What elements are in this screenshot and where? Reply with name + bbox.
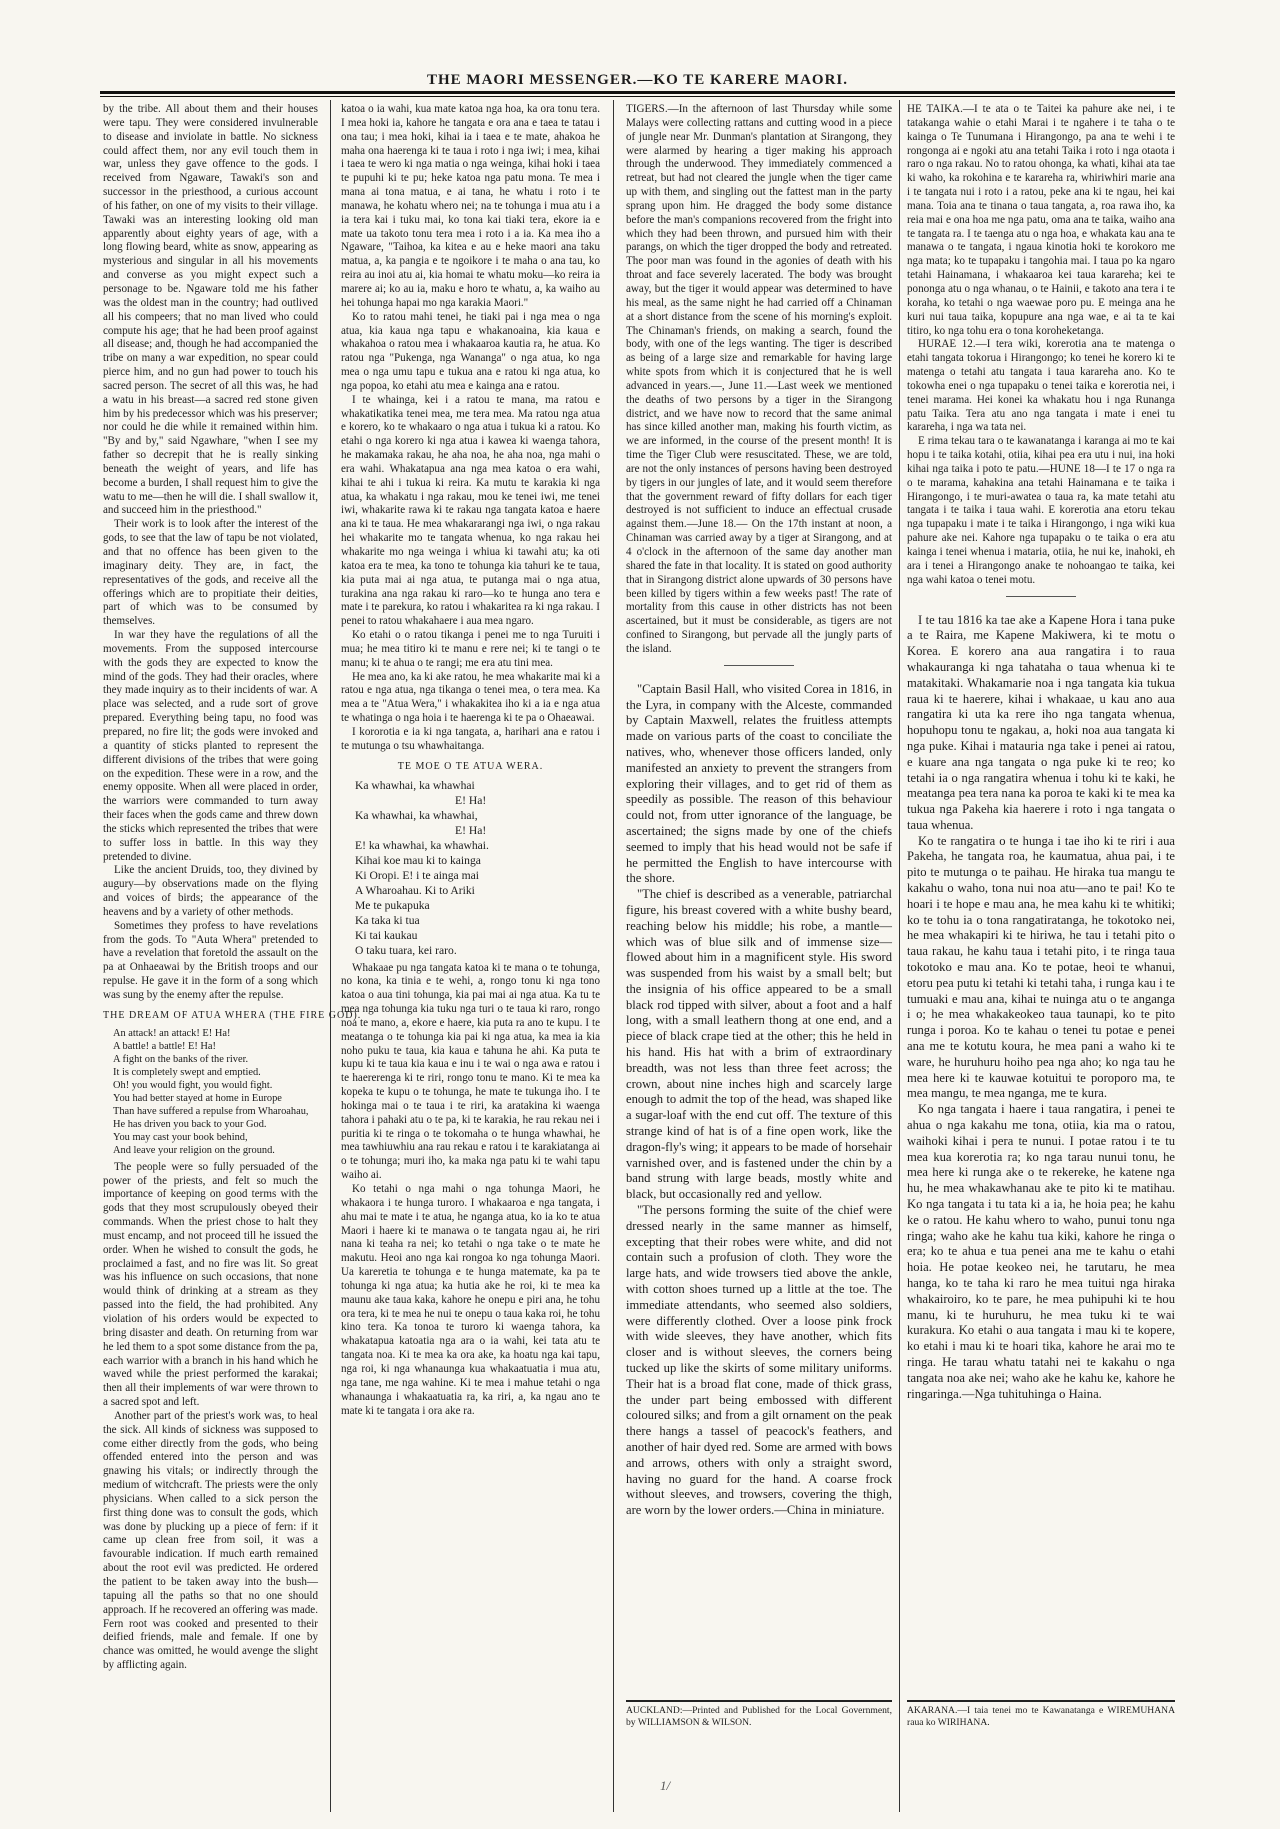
paragraph: katoa o ia wahi, kua mate katoa nga hoa, ka ora tonu tera. I mea hoki ia, kahore he tangata e ora ana e taea te tatau i ona tau; i mea hoki, kihai ia i taea e te mate, ahakoa he maha ona haerenga ki te taua i roto i nga iwi; i mea, kihai i taea te wero ki nga matia o nga weinga, kihai hoki i taea te pupuhi ki te pu; heke katoa nga patu mona. Te mea i mana ai tona matua, e ai tana, he whatu i roto i te manawa, he kohatu whero nei; na te tohunga i mua atu i a ia tera kai i tuku mai, ko tona kai tiaki tera, ekore ia e mate ua takoto tonu tera mea i roto i a ia. Ka mea iho a Ngaware, "Taihoa, ka kitea e au e heke maori ana taku matua, a, ka pangia e te ngoikore i te maha o ana tau, ko reira au inoi atu ai, kia homai te whatu moku—ko reira ia marere ai; ko au ia, maku e horo te whatu, a, ka waiho au hei tohunga hapai mo nga karakia Maori.": [341, 103, 600, 309]
poem-line: A Wharoahau. Ki to Ariki: [355, 883, 475, 897]
korea-article: [907, 613, 1175, 1403]
poem-line: You may cast your book behind,: [113, 1131, 248, 1143]
poem-line: He has driven you back to your God.: [113, 1118, 267, 1130]
imprint-maori: AKARANA.—I taia tenei mo te Kawanatanga e WIREMUHANA raua ko WIRIHANA.: [907, 1705, 1175, 1728]
paragraph: "The chief is described as a venerable, patriarchal figure, his breast covered with a white bushy beard, reaching below his middle; his robe, a mantle—which was of blue silk and of immense size—flowed about him in a magnificent style. His sword was suspended from his waist by a small belt; but the insignia of his office appeared to be a small black rod tipped with silver, about a foot and a half long, with a small leathern thong at one end, and a piece of black crape tied at the other; this he held in his hand. His hat with a brim of extraordinary breadth, was not less than three feet across; the crown, about nine inches high and scarcely large enough to admit the top of the head, was shaped like a sugar-loaf with the end cut off. The texture of this strange kind of hat is of a fine open work, like the dragon-fly's wing; it appears to be made of horsehair varnished over, and is fastened under the chin by a band strung with large beads, mostly white and black, but occasionally red and yellow.: [626, 887, 892, 1202]
poem-line: E! ka whawhai, ka whawhai.: [355, 838, 489, 852]
paragraph: Ko te rangatira o te hunga i tae iho ki te riri i aua Pakeha, he tangata roa, he kaumatua, ahua pai, i te pito te mutunga o te paihau. He hiraka tua mangu te kakahu o waho, tona nui noa atu—ano te pai! Ko te hoari i te hope e mau ana, he mea kahu ki te whitiki; ko te tohu ia o tona rangatiratanga, he tokotoko nei, he mea whakapiri ki te hiriwa, he tau i tetahi pito o taua rakau, he kahu taua i tetahi pito, i te ringa taua tokotoko e mau ana. Ko te potae, heoi te whanui, etoru pea putu ki tetahi ki tetahi taha, i runga kau i te tumuaki e mau ana, kihai te nuinga atu o te anganga i o; he mea whakakeokeo taua taunapi, ko te pito runga i poroa. Ko te kahau o tenei tu potae e penei ana me te kotutu koura, he mea pani a waho ki te ware, he huruhuru hoiho pea nga aho; ko nga tau he mea here ki te kauwae kotuitui te poroporo ma, te mea mangu, te mea nganga, me te kura.: [907, 833, 1175, 1101]
paragraph: Sometimes they profess to have revelations from the gods. To "Auta Whera" pretended to have a revelation that foretold the assault on the pa at Onhaeawai by the British troops and our repulse. He gave it in the form of a song which was sung by the enemy after the repulse.: [103, 919, 318, 1001]
paragraph: He mea ano, ka ki ake ratou, he mea whakarite mai ki a ratou e nga atua, nga tikanga o tenei mea, o tera mea. Ka mea a te "Atua Wera," i whakakitea iho ki a ia e nga atua te whatinga o nga hoia i te haerenga ki te pa o Ohaeawai.: [341, 670, 600, 725]
column-2-maori-priests: [341, 103, 600, 1813]
paragraph: Ko etahi o o ratou tikanga i penei me to nga Turuiti i mua; he mea titiro ki te manu e rere nei; ki te tangi o te manu; ki te ahua o te rangi; me era atu tini mea.: [341, 629, 600, 669]
paragraph: by the tribe. All about them and their houses were tapu. They were considered invulnerable to disease and inviolate in battle. No sickness could affect them, nor any evil touch them in war, unless they gave offence to the gods. I received from Ngaware, Tawaki's son and successor in the priesthood, a curious account of his father, on one of my visits to their village. Tawaki was an interesting looking old man apparently about eighty years of age, with a long flowing beard, white as snow, appearing as mysterious and singular in all his movements and converse as you might expect such a personage to be. Ngaware told me his father was the oldest man in the country; had outlived all his compeers; that no man lived who could compute his age; that he had been proof against all disease; and, though he had accompanied the tribe on many a war expedition, no spear could pierce him, and no gun had power to touch his sacred person. The secret of all this was, he had a watu in his breast—a sacred red stone given him by his predecessor which was his preserver; nor could he die while it remained within him. "By and by," said Ngawhare, "when I see my father so decrepit that he is really sinking beneath the weight of years, and life has become a burden, I shall request him to give the watu to me—then he will die. I shall swallow it, and succeed him in the priesthood.": [103, 103, 318, 517]
paragraph: Ko tetahi o nga mahi o nga tohunga Maori, he whakaora i te hunga turoro. I whakaaroa e nga tangata, i ahu mai te mate i te atua, he nganga atua, ko ia ko te atua Maori i haere ki te manawa o te tangata ngau ai, he riri nana ki teaha ra nei; ko tetahi o nga take o te mate he makutu. Heoi ano nga kai rongoa ko nga tohunga Maori. Ua kareretia te tohunga e te hunga matemate, ka pa te tohunga ki nga atua; ka hutia ake he roi, ki te mea ka maunu ake taua kaka, kahore he onepu e piri ana, he tohu ora tera, ki te mea he nui te onepu o taua kaka roi, he tohu kino tera. Ka tonoa te turoro ki waenga tahora, ka whakatapua katoatia nga ara o ia wahi, kei tata atu te tangata noa. Ki te mea ka ora ake, ka hoatu nga kai tapu, nga roi, ki nga whanaunga kua whakaatuatia i mua atu, nga tane, me nga wahine. Ki te mea i mahue tetahi o nga whanaunga i whakaatuatia ra, ka riri, a, ka ngau ano te mate ki te tangata i ora ake ra.: [341, 1183, 600, 1417]
section-divider: [1006, 596, 1076, 607]
poem-line: E! Ha!: [455, 793, 487, 807]
poem-line: A battle! a battle! E! Ha!: [113, 1040, 216, 1052]
column-3-english-tigers-corea: [626, 103, 892, 1688]
poem-line: O taku tuara, kei raro.: [355, 943, 457, 957]
poem-line: Ki Oropi. E! i te ainga mai: [355, 868, 479, 882]
corea-article: [626, 682, 892, 1519]
paragraph: Their work is to look after the interest of the gods, to see that the law of tapu be not violated, and that no offence has been given to the imaginary deity. They are, in fact, the representatives of the gods, and receive all the offerings which are to propitiate their deities, part of which was to be consumed by themselves.: [103, 518, 318, 628]
paragraph: "The persons forming the suite of the chief were dressed nearly in the same manner as himself, excepting that their robes were white, and did not contain such a profusion of cloth. They wore the large hats, and wide trowsers tied above the ankle, with cotton shoes turned up a little at the toe. The immediate attendants, who seemed also soldiers, were differently clothed. Over a loose pink frock with wide sleeves, they have another, which fits closer and is without sleeves, the corners being tucked up like the skirts of some military uniforms. Their hat is a broad flat cone, made of thick grass, the under part being embossed with different coloured silks; and from a gilt ornament on the peak there hangs a tassel of peacock's feathers, and another of hair dyed red. Some are armed with bows and arrows, others with only a straight sword, having no guard for the hand. A coarse frock without sleeves, and trowsers, covering the thigh, are worn by the lower orders.—China in miniature.: [626, 1203, 892, 1518]
poem-line: Kihai koe mau ki to kainga: [355, 853, 481, 867]
paragraph: HURAE 12.—I tera wiki, korerotia ana te matenga o etahi tangata tokorua i Hirangongo; ko tenei he korero ki te matenga o tetahi atu tangata i taua karareha ano. Ko te tokowha enei o nga tupapaku o tenei taika e korerotia nei, i tenei marama. Hei konei ka whakatu hou i nga Runanga patu Taika. Tera atu ano nga tangata i mate i enei tu karareha, i nga wa tata nei.: [907, 338, 1175, 434]
paragraph: I te whainga, kei i a ratou te mana, ma ratou e whakatikatika tenei mea, me tera mea. Ma ratou nga atua e korero, ko te whakaaro o nga atua i tukua ki a ratou. Ko etahi o nga korero ki nga atua i kawea ki waenga tahora, he makamaka rakau, he aha noa, he aha noa, nga mahi o era wahi. Whakatapua ana nga mea katoa o era wahi, kihai te ahi i tukua ki reira. Ka mutu te karakia ki nga atua, ka whakatu i nga rakau, mou ke tenei iwi, me tenei iwi, whakarite rawa ki te rakau nga tangata katoa e haere ana ki te taua. He mea whakararangi nga iwi, o nga rakau hei whakarite mo te tangata whenua, ko nga rakau hei whakarite mo nga weinga i whiua ki tawahi atu; ka oti katoa era te mea, ka tono te tohunga kia tahuri ke te taua, kia puta mai ai nga atua, te putanga mai o nga atua, turakina ana nga rakau ki raro—ko te hunga ano tera e mate i te parekura, ko ratou i whakaritea ra ki nga rakau. I penei to ratou whakahaere i aua mea ngaro.: [341, 393, 600, 628]
paragraph: In war they have the regulations of all the movements. From the supposed intercourse with the gods they are expected to know the mind of the gods. They had their oracles, where they made inquiry as to their incidents of war. A place was selected, and a rude sort of grove prepared. Everything being tapu, no food was prepared, no fire lit; the gods were invoked and a quantity of sticks planted to represent the different divisions of the tribes that were going on the expedition. These were in a row, and the enemy opposite. When all were placed in order, the warriors were commanded to turn away their faces when the gods came and threw down the sticks which represented the tribes that were to suffer loss in battle. In this way they pretended to divine.: [103, 629, 318, 863]
column-divider: [330, 100, 331, 1812]
poem-title: THE DREAM OF ATUA WHERA (THE FIRE GOD).: [103, 1009, 362, 1021]
poem-line: Oh! you would fight, you would fight.: [113, 1079, 273, 1091]
poem-line: Ka taka ki tua: [355, 913, 420, 927]
poem-line: Ki tai kaukau: [355, 928, 418, 942]
paragraph: The people were so fully persuaded of the power of the priests, and felt so much the importance of keeping on good terms with the gods that they most scrupulously obeyed their commands. When the priest chose to halt they must encamp, and not proceed till he issued the order. When he wished to consult the gods, he proclaimed a fast, and no fire was lit. So great was his influence on such occasions, that none would think of drinking at a stream as they passed into the field, the had prohibited. Any violation of his orders would be expected to bring disaster and death. On returning from war he led them to a spot some distance from the pa, each warrior with a branch in his hand which he waved while the priest performed the karakai; then all their implements of war were thrown to a sacred spot and left.: [103, 1160, 318, 1409]
paragraph: Whakaae pu nga tangata katoa ki te mana o te tohunga, no kona, ka tinia e te wehi, a, rongo tonu ki nga tono katoa o aua tini tohunga, kia pai mai ai nga atua. Ka tu te mea nga tohunga kia tuku nga turi o te taua ki raro, rongo noa te mano, a, ekore e haere, kia puta ra ano te kupu. I te meatanga o te tohunga kia pai ki nga atua, ka mea ia kia noho puku te taua, kia kaua e tahuna he ahi. Ka puta te kupu ki te taua kia kaua e inu i te wai o nga awa e ratou i te haererenga ki te riri, rongo tonu te mano. Ki te mea ka kopeka te kupu o te tohunga, he mate te tukunga iho. I te hokinga mai o te taua i te riri, ka aratakina ki waenga tahora i pahaki atu o te pa, ki te karakia, he rau rekau nei i puritia ki te ringa o te tokomaha o te hunga whawhai, he mea tawhiuwhiu ana rau rekau e ratou i te karakiatanga ai o te tohunga; muri iho, ka maka nga patu ki te wahi tapu waiho ai.: [341, 961, 600, 1182]
poem-line: Ka whawhai, ka whawhai,: [355, 808, 478, 822]
masthead-rule: [100, 91, 1175, 97]
poem-line: E! Ha!: [455, 823, 487, 837]
paragraph: I te tau 1816 ka tae ake a Kapene Hora i tana puke a te Raira, me Kapene Makiwera, ki te motu o Korea. E korero ana aua rangatira i to raua whakauranga ki nga tahataha o taua whenua ki te matakitaki. Whakamarie noa i nga tangata kia tukua raua ki te haerere, kihai i whakaae, u kau ano aua rangatira ki uta ka rere iho nga tangata whenua, hopuhopu tonu te ngakau, a, hoki noa aua tangata ki nga puke. Kihai i matauria nga take i penei ai ratou, e kuare ana nga tangata o nga puke ki te reo; ko tetahi ia o nga rangatira whenua i tohu ki te kaki, he meatanga pea tera nana ka poroa te kaki ki te mea ka tukua nga Pakeha kia haerere i roto i nga tangata o taua whenua.: [907, 612, 1175, 832]
poem-line: Ka whawhai, ka whawhai: [355, 778, 475, 792]
column-1-english-priests: [103, 103, 362, 1813]
poem-english: [113, 1027, 318, 1157]
paragraph: "Captain Basil Hall, who visited Corea in 1816, in the Lyra, in company with the Alceste, commanded by Captain Maxwell, relates the fruitless attempts made on various parts of the coast to conciliate the natives, who, whenever those officers landed, only manifested an anxiety to prevent the strangers from exploring their villages, and to get rid of them as speedily as possible. The reason of this behaviour could not, from utter ignorance of the language, be ascertained; the signs made by one of the chiefs seemed to imply that his head would not be safe if he permitted the English to have intercourse with the shore.: [626, 681, 892, 886]
poem-line: Than have suffered a repulse from Wharoahau,: [113, 1105, 309, 1117]
masthead: THE MAORI MESSENGER.—KO TE KARERE MAORI.: [426, 72, 849, 88]
paragraph: Ko nga tangata i haere i taua rangatira, i penei te ahua o nga kakahu me tona, otiia, kia ma o ratou, waihoki kihai i pera te nunui. I potae ratou i te tu mea kua korerotia ra; ko nga tarau nunui tonu, he mea here ki runga ake o te rekereke, he katene nga hu, he mea whakawhanau ake te pito ki te matihau. Ko nga tangata i tu tata ki a ia, he hoia pea; he kahu ke o ratou. He kahu whero to waho, punui tonu nga ringa; waho ake he kahu tua kiki, kahore he ringa o era; ko te ahua e tua penei ana me te kahu o etahi hoia. He potae keokeo nei, he tarutaru, he mea hanga, ko te taha ki raro he mea tuitui nga hiraka whakairoiro, ko te pare, he mea puhipuhi ki te hou manu, ki te huruhuru, he mea tuku ki te wai kurakura. Ko etahi o aua tangata i mau ki te kopere, ko etahi i mau ki te hoari tika, kahore he arai mo te ringa. He tarau whatu tatahi nei te kakahu o nga tangata noa ake nei; waho ake he kahu ke, kahore he ringaringa.—Nga tuhituhinga o Haina.: [907, 1102, 1175, 1401]
handwritten-mark: 1/: [660, 1778, 671, 1793]
column-divider: [613, 100, 614, 1812]
poem-title: TE MOE O TE ATUA WERA.: [397, 760, 544, 772]
imprint-english: AUCKLAND:—Printed and Published for the Local Government, by WILLIAMSON & WILSON.: [626, 1705, 892, 1728]
poem-line: Me te pukapuka: [355, 898, 430, 912]
imprint-rule: [907, 1700, 1175, 1702]
poem-line: You had better stayed at home in Europe: [113, 1092, 282, 1104]
poem-line: An attack! an attack! E! Ha!: [113, 1027, 231, 1039]
paragraph: Ko to ratou mahi tenei, he tiaki pai i nga mea o nga atua, kia kaua nga tapu e whakanoaina, kia kaua e whakahoa o ratou mea i whakaaroa kautia ra, he atua. Ko ratou nga "Pukenga, nga Wananga" o nga atua, ko nga mea o nga umu tapu e tukua ana e ratou ki nga atua, ko nga popoa, ko etahi atu mea e kainga ana e ratou.: [341, 310, 600, 392]
paragraph: Like the ancient Druids, too, they divined by augury—by observations made on the flying and voices of birds; the appearance of the heavens and by a variety of other methods.: [103, 864, 318, 918]
paragraph: Another part of the priest's work was, to heal the sick. All kinds of sickness was supposed to come either directly from the gods, who being offended entered into the person and was gnawing his vitals; or indirectly through the medium of witchcraft. The priests were the only physicians. When called to a sick person the first thing done was to consult the gods, which was done by plucking up a piece of fern: if it came up clean free from soil, it was a favourable indication. If much earth remained about the root evil was predicted. He ordered the patient to be taken away into the bush—tapuing all the paths so that no one should approach. If he recovered an offering was made. Fern root was cooked and presented to their deified friends, male and female. If one by chance was omitted, he would avenge the slight by afflicting again.: [103, 1409, 318, 1672]
poem-line: It is completely swept and emptied.: [113, 1066, 261, 1078]
column-divider: [899, 100, 900, 1812]
poem-line: A fight on the banks of the river.: [113, 1053, 249, 1065]
column-4-maori-tigers-korea: [907, 103, 1175, 1688]
paragraph: HE TAIKA.—I te ata o te Taitei ka pahure ake nei, i te tatakanga wahie o etahi Marai i te ngahere i te taha o te kainga o Te Tunumana i Hirangongo, pa ana te wehi i te rongonga ai e ngoki atu ana tetahi Taika i roto i nga otaota i raro o nga rakau. No to ratou ohonga, ka whati, kihai ata tae ki waho, ka rokohina e te karareha ra, whiriwhiri marie ana i te tangata nui i roto i a ratou, peke ana ki te ngau, hei kai mana. Toia ana te tinana o taua tangata, a, roa rawa iho, ka reia mai e ona hoa me nga patu, oma ana te taika, waiho ana te tangata ra. I te taenga atu o nga hoa, e whakata kau ana te manawa o te tangata, i ngaua kinotia hoki te korokoro me nga mata; ko te tupapaku i tangohia mai. I taua po ka ngaro tetahi Hainamana, i whakaaroa kei taua karareha; kei te pononga atu o nga whanau, o te Hainii, e takoto ana tera i te koraha, ko tetahi o nga waewae poro pu. E meinga ana he kuri nui taua taika, kopupure ana nga wae, e ai ta te kai titiro, ko nga tohu era o tona koroheketanga.: [907, 103, 1175, 337]
paragraph: E rima tekau tara o te kawanatanga i karanga ai mo te kai hopu i te taika kotahi, otiia, kihai pea era utu i nui, ina hoki kihai nga taika i poto te patu.—HUNE 18—I te 17 o nga ra o te marama, kahakina ana tetahi Hainamana e te taika i Hirangongo, i te muri-awatea o taua ra, ka mate tetahi atu tangata i te taika i taua wahi. E korerotia ana etoru tekau nga tupapaku i mate i te taika i Hirangongo, i nga wiki kua pahure ake nei. Kahore nga tupapaku o te taika o era atu kainga i tenei whenua i mataria, otiia, he nui ke, inahoki, eh ara i tenei a Hirangongo anake te nohoangao te taika, kei nga wahi katoa o tenei motu.: [907, 435, 1175, 586]
poem-maori: [355, 778, 600, 958]
paragraph: I kororotia e ia ki nga tangata, a, harihari ana e ratou i te mutunga o tsu whawhaitanga.: [341, 725, 600, 752]
section-divider: [724, 665, 794, 676]
imprint-rule: [626, 1700, 892, 1702]
poem-line: And leave your religion on the ground.: [113, 1144, 275, 1156]
paragraph-tigers: TIGERS.—In the afternoon of last Thursday while some Malays were collecting rattans and cutting wood in a piece of jungle near Mr. Dunman's plantation at Sirangong, they were alarmed by hearing a tiger making his approach through the underwood. They immediately commenced a retreat, but had not cleared the jungle when the tiger came up with them, and singling out the fattest man in the party sprang upon him. He dragged the body some distance before the man's companions recovered from the fright into which they had been thrown, and pursued him with their parangs, on which the tiger dropped the body and retreated. The poor man was found in the agonies of death with his throat and face severely lacerated. The body was brought away, but the tiger it would appear was determined to have his meal, as the same night he had carried off a Chinaman at a short distance from the scene of his morning's exploit. The Chinaman's friends, on making a search, found the body, with one of the legs wanting. The tiger is described as being of a large size and remarkable for having large white spots from which it is conjectured that he is well advanced in years.—, June 11.—Last week we mentioned the deaths of two persons by a tiger in the Sirangong district, and we have now to record that the same animal has since killed another man, making his fourth victim, as we are informed, in the course of the present month! It is time the Tiger Club were resuscitated. These, we are told, are not the only instances of persons having been destroyed by tigers in our jungles of late, and it would seem therefore that the government reward of fifty dollars for each tiger destroyed is not sufficient to induce an effectual crusade against them.—June 18.— On the 17th instant at noon, a Chinaman was carried away by a tiger at Sirangong, and at 4 o'clock in the afternoon of the same day another man shared the fate in that locality. It is stated on good authority that in Sirangong district alone upwards of 30 persons have been killed by tigers within a few weeks past! The rate of mortality from this cause in other districts has not been ascertained, but it must be considerable, as tigers are not confined to Sirangong, but pervade all the jungly parts of the island.: [626, 103, 892, 655]
